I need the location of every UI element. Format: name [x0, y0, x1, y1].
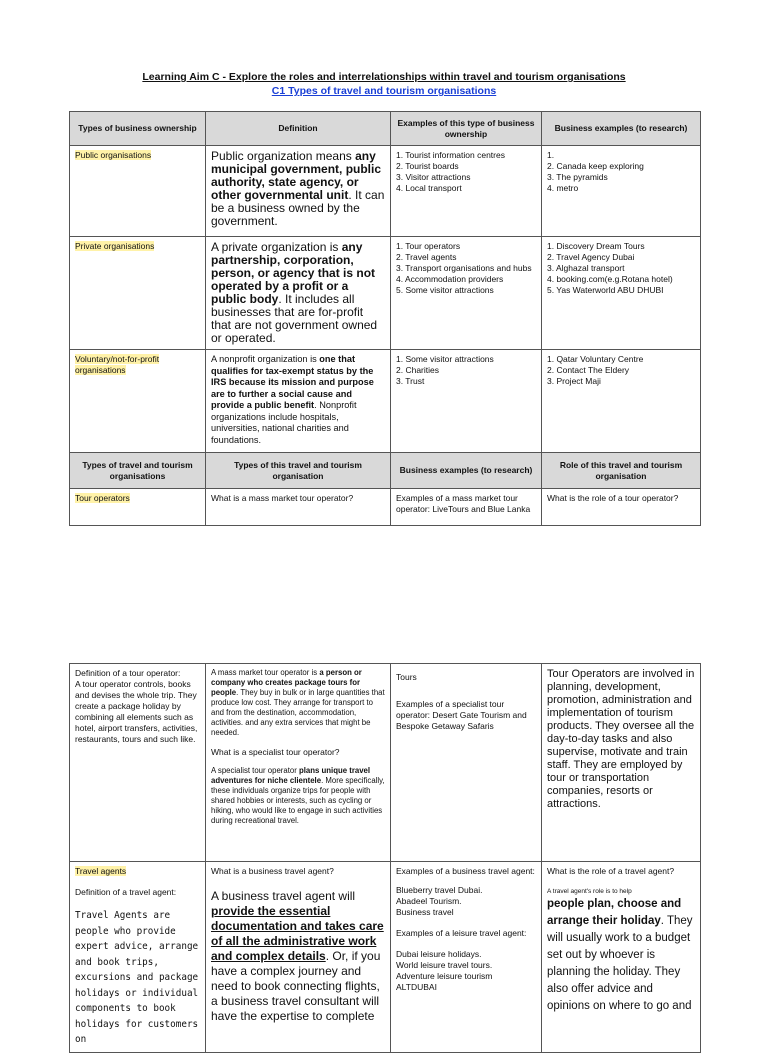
table-row [70, 489, 701, 526]
list-item: 2. Tourist boards [396, 161, 459, 171]
list-item: 3. The pyramids [547, 172, 608, 182]
ownership-type-cell [70, 146, 206, 237]
answer-text-end: . Or, if you have a complex journey and need to book connecting flights, a business travel consultant will have the expertise to complete [211, 949, 381, 1023]
role-cell: What is the role of a tour operator? [542, 489, 701, 526]
question-cell: What is a mass market tour operator? [206, 489, 391, 526]
list-item: Business travel [396, 907, 454, 917]
definition-text-end: . It can be a business owned by the government. [211, 188, 385, 228]
examples-cell: Examples of a mass market tour operator: LiveTours and Blue Lanka [391, 489, 542, 526]
definition-text: Travel Agents are people who provide expert advice, arrange and book trips, excursions and package holidays or individual components to book holidays for customers on [75, 910, 199, 1045]
ownership-type-cell [70, 350, 206, 453]
ownership-table [69, 111, 701, 526]
tour-examples-cell [391, 664, 542, 862]
definition-cell [206, 146, 391, 237]
mass-market-answer [211, 668, 385, 738]
list-item: 1. Some visitor attractions [396, 354, 494, 364]
list-item: 1. Qatar Voluntary Centre [547, 354, 644, 364]
header-examples: Examples of this type of business ownership [391, 112, 542, 146]
definition-text: A tour operator controls, books and devises the whole trip. They create a package holiday by combining all elements such as hotel, airport transfers, activities, restaurants, tours and such like. [75, 679, 198, 744]
examples-cell [391, 350, 542, 453]
organisation-type-cell [70, 489, 206, 526]
definition-cell [206, 237, 391, 350]
definition-text: Public organization means [211, 149, 356, 163]
header-business-examples: Business examples (to research) [391, 453, 542, 489]
list-item: 5. Some visitor attractions [396, 285, 494, 295]
business-examples-cell [542, 350, 701, 453]
specialist-examples: Examples of a specialist tour operator: Desert Gate Tourism and Bespoke Getaway Safaris [396, 699, 527, 731]
business-examples-cell [542, 146, 701, 237]
answer-text: . They will usually work to a budget set out by whoever is planning the holiday. They also offer advice and opinions on where to go and [547, 915, 693, 1012]
examples-cell [391, 237, 542, 350]
agent-role-cell [542, 862, 701, 1053]
leisure-examples-heading: Examples of a leisure travel agent: [396, 928, 527, 938]
definition-text: A nonprofit organization is [211, 354, 320, 364]
definition-cell [206, 350, 391, 453]
table-row [70, 146, 701, 237]
list-item: ALTDUBAI [396, 982, 437, 992]
definition-text-end: . It includes all businesses that are for-profit that are not government owned or operated. [211, 292, 378, 345]
answer-bold: people plan, choose and arrange their holiday [547, 898, 682, 927]
list-item: 3. Alghazal transport [547, 263, 625, 273]
role-answer [547, 896, 695, 1015]
definition-label: Definition of a travel agent: [75, 887, 177, 897]
list-item: 3. Trust [396, 376, 425, 386]
definition-bold: any municipal government, public authority, state agency, or other governmental unit [211, 149, 382, 202]
list-item: 5. Yas Waterworld ABU DHUBI [547, 285, 664, 295]
definition-text: A private organization is [211, 240, 342, 254]
examples-heading: Tours [396, 672, 417, 682]
list-item: 2. Travel agents [396, 252, 457, 262]
list-item: Abadeel Tourism. [396, 896, 462, 906]
agent-examples-cell [391, 862, 542, 1053]
answer-bold: provide the essential documentation and takes care of all the administrative work and complex details [211, 904, 384, 963]
specialist-answer [211, 766, 385, 826]
role-question: What is the role of a travel agent? [547, 866, 675, 876]
answer-text-end: . More specifically, these individuals organize trips for people with shared hobbies or interests, such as cycling or hiking, who would like to engage in such activities during recreational travel. [211, 776, 385, 825]
definition-bold: one that qualifies for tax-exempt status by the IRS because its mission and purpose are to further a social cause and provide a public benefit [211, 354, 374, 410]
tour-types-cell [206, 664, 391, 862]
ownership-type-cell [70, 237, 206, 350]
list-item: 1. Tour operators [396, 241, 461, 251]
answer-text: A specialist tour operator [211, 766, 299, 775]
organisation-type: Tour operators [75, 493, 130, 503]
page-heading [0, 70, 768, 98]
list-item: 2. Canada keep exploring [547, 161, 644, 171]
ownership-type: Voluntary/not-for-profit organisations [75, 354, 160, 375]
answer-bold: plans unique travel adventures for niche clientele [211, 766, 371, 785]
list-item: Blueberry travel Dubai. [396, 885, 483, 895]
ownership-header-row [70, 112, 701, 146]
organisation-header-row [70, 453, 701, 489]
header-role: Role of this travel and tourism organisation [542, 453, 701, 489]
list-item: 1. Discovery Dream Tours [547, 241, 645, 251]
business-examples-cell [542, 237, 701, 350]
list-item: 2. Travel Agency Dubai [547, 252, 635, 262]
table-row [70, 862, 701, 1053]
header-business-examples: Business examples (to research) [542, 112, 701, 146]
page-title: Learning Aim C - Explore the roles and interrelationships within travel and tourism organisations [142, 71, 626, 83]
agent-definition-cell [70, 862, 206, 1053]
list-item: Dubai leisure holidays. [396, 949, 482, 959]
list-item: 3. Project Maji [547, 376, 601, 386]
definition-text-end: . Nonprofit organizations include hospitals, universities, national charities and foundations. [211, 400, 357, 445]
table-row [70, 237, 701, 350]
specialist-question: What is a specialist tour operator? [211, 747, 340, 757]
business-examples-heading: Examples of a business travel agent: [396, 866, 535, 876]
list-item: 2. Contact The Eldery [547, 365, 630, 375]
list-item: 1. Tourist information centres [396, 150, 505, 160]
tour-definition-cell [70, 664, 206, 862]
ownership-type: Private organisations [75, 241, 155, 251]
header-ownership-type: Types of business ownership [70, 112, 206, 146]
list-item: Adventure leisure tourism [396, 971, 493, 981]
list-item: 3. Visitor attractions [396, 172, 471, 182]
tour-role-cell: Tour Operators are involved in planning, development, promotion, administration and implementation of tourism products. They oversee all the day-to-day tasks and also supervise, motivate and train staff. They are employed by tour or transportation companies, resorts or attractions. [542, 664, 701, 862]
ownership-type: Public organisations [75, 150, 152, 160]
list-item: World leisure travel tours. [396, 960, 493, 970]
agent-types-cell [206, 862, 391, 1053]
list-item: 4. metro [547, 183, 579, 193]
table-row [70, 664, 701, 862]
examples-cell [391, 146, 542, 237]
list-item: 4. Local transport [396, 183, 462, 193]
role-intro: A travel agent's role is to help [547, 888, 632, 895]
table-row [70, 350, 701, 453]
definition-bold: any partnership, corporation, person, or agency that is not operated by a profit or a public body [211, 240, 376, 306]
answer-text-end: . They buy in bulk or in large quantities that produce low cost. They arrange for transport to and from the destination, accommodation, activities. and any extra services that might be needed. [211, 688, 385, 737]
definition-label: Definition of a tour operator: [75, 668, 181, 678]
list-item: 3. Transport organisations and hubs 4. Accommodation providers [396, 263, 532, 284]
list-item: 4. booking.com(e.g.Rotana hotel) [547, 274, 673, 284]
answer-bold: a person or company who creates package tours for people [211, 668, 362, 697]
answer-text: A business travel agent will [211, 889, 356, 903]
business-agent-answer [211, 889, 385, 1024]
list-item: 2. Charities [396, 365, 439, 375]
organisations-table [69, 663, 701, 1053]
answer-text: A mass market tour operator is [211, 668, 320, 677]
list-item: 1. [547, 150, 555, 160]
organisation-type: Travel agents [75, 866, 127, 876]
header-organisation-type: Types of travel and tourism organisations [70, 453, 206, 489]
header-organisation-subtypes: Types of this travel and tourism organisation [206, 453, 391, 489]
page-subtitle-link[interactable]: C1 Types of travel and tourism organisations [271, 85, 497, 97]
business-agent-question: What is a business travel agent? [211, 866, 334, 876]
header-definition: Definition [206, 112, 391, 146]
